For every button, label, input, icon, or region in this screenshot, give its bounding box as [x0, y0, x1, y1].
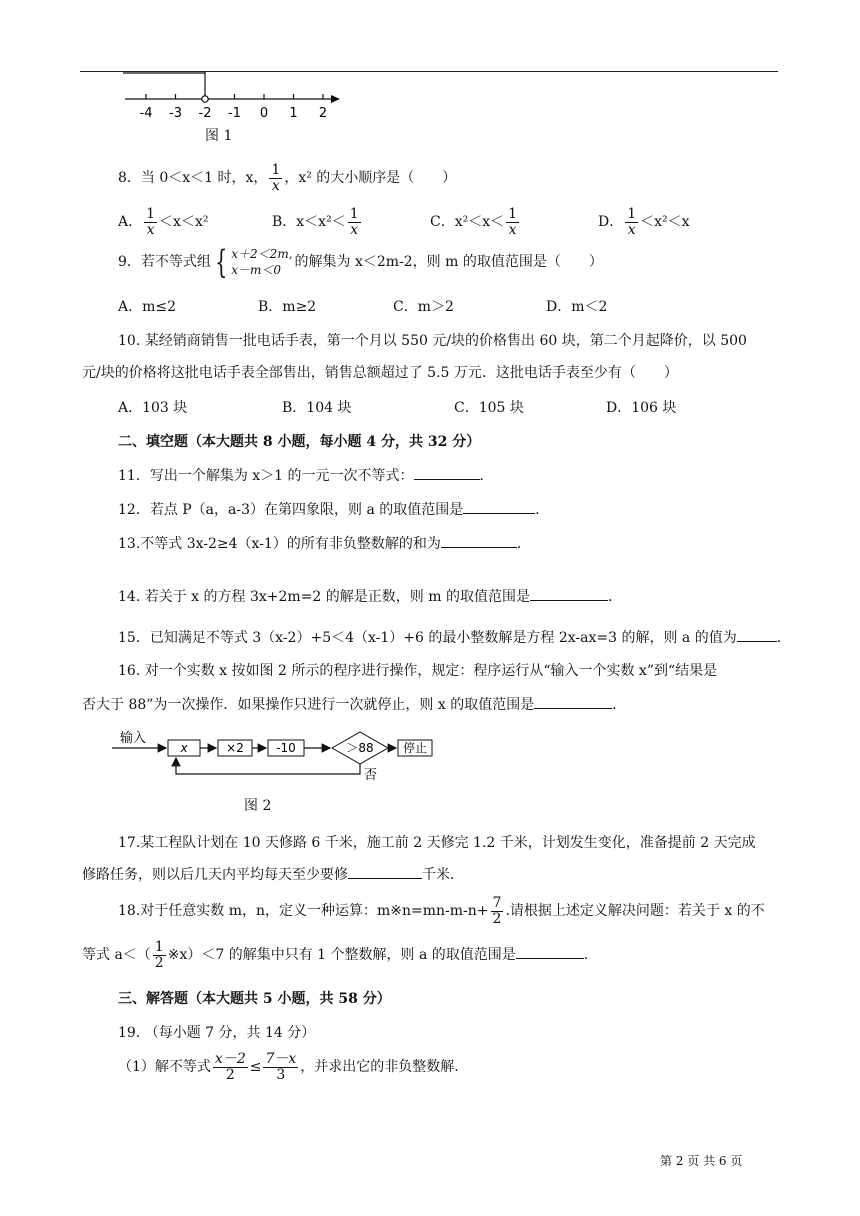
page-footer: 第 2 页 共 6 页 [660, 1154, 743, 1168]
q9-option-b: B．m≥2 [258, 299, 317, 315]
q8-option-a: A． $\frac{1}{x}$ ＜x＜x² [118, 206, 209, 238]
svg-text:x: x [180, 741, 188, 755]
tick-label: -3 [169, 106, 182, 121]
q8-option-d: D． $\frac{1}{x}$ ＜x²＜x [598, 206, 690, 238]
question-18-line2: 等式 a＜（ $\frac{1}{2}$ ※x）＜7 的解集中只有 1 个整数解，则 a 的取值范围是 ． [82, 939, 598, 971]
question-19-part1: （1）解不等式 $\frac{x-2}{2}$ ≤ $\frac{7-x}{3}$ ，并求出它的非负整数解. [118, 1051, 459, 1083]
svg-text:＞88: ＞88 [346, 741, 374, 755]
q9-option-d: D．m＜2 [546, 299, 608, 315]
question-11: 11．写出一个解集为 x＞1 的一元一次不等式： ． [118, 465, 494, 485]
tick-label: -1 [228, 106, 241, 121]
svg-text:×2: ×2 [226, 741, 244, 755]
flow-no-label: 否 [364, 768, 378, 782]
q8-option-b: B．x＜x²＜ $\frac{1}{x}$ [272, 206, 359, 238]
question-10-line1: 10. 某经销商销售一批电话手表，第一个月以 550 元/块的价格售出 60 块，第二个月起降价，以 500 [118, 333, 747, 349]
question-15: 15．已知满足不等式 3（x-2）+5＜4（x-1）+6 的最小整数解是方程 2x-ax=3 的解，则 a 的值为 ． [118, 627, 791, 647]
question-10-line2: 元/块的价格将这批电话手表全部售出，销售总额超过了 5.5 万元．这批电话手表至少有（ ） [82, 365, 678, 381]
q10-option-b: B．104 块 [282, 400, 352, 416]
q10-option-c: C．105 块 [454, 400, 524, 416]
tick-label: 0 [259, 106, 269, 121]
number-line-figure [120, 72, 350, 124]
question-9: 9．若不等式组 { x＋2＜2m, x－m＜0 的解集为 x＜2m-2，则 m 的取值范围是（ ） [118, 243, 603, 282]
question-17-line2: 修路任务，则以后几天内平均每天至少要修 千米． [82, 864, 464, 884]
figure1-caption: 图 1 [205, 128, 233, 144]
flowchart-figure [108, 726, 438, 782]
question-19-head: 19. （每小题 7 分，共 14 分） [118, 1025, 316, 1041]
q10-option-a: A．103 块 [118, 400, 188, 416]
tick-label: 1 [289, 106, 298, 121]
question-13: 13.不等式 3x-2≥4（x-1）的所有非负整数解的和为 ． [118, 533, 531, 553]
q10-option-d: D．106 块 [606, 400, 677, 416]
question-8: 8．当 0＜x＜1 时，x， $\frac{1}{x}$ ，x² 的大小顺序是（ ） [118, 162, 457, 194]
q8-option-c: C．x²＜x＜ $\frac{1}{x}$ [430, 206, 518, 238]
section-3-heading: 三、解答题（本大题共 5 小题，共 58 分） [118, 991, 391, 1007]
open-circle-marker [202, 96, 208, 102]
q9-option-c: C．m＞2 [393, 299, 454, 315]
tick-label: -2 [198, 106, 212, 121]
svg-text:-10: -10 [276, 741, 296, 755]
q9-option-a: A．m≤2 [118, 299, 177, 315]
section-2-heading: 二、填空题（本大题共 8 小题，每小题 4 分，共 32 分） [118, 434, 481, 450]
figure2-caption: 图 2 [244, 798, 272, 814]
tick-label: 2 [318, 106, 328, 121]
question-12: 12．若点 P（a，a-3）在第四象限，则 a 的取值范围是 ． [118, 499, 549, 519]
question-18-line1: 18.对于任意实数 m，n，定义一种运算：m※n=mn-m-n+ $\frac{7}{2}$ .请根据上述定义解决问题：若关于 x 的不 [118, 895, 765, 927]
tick-label: -4 [139, 106, 153, 121]
question-14: 14. 若关于 x 的方程 3x+2m=2 的解是正数，则 m 的取值范围是 ． [118, 586, 622, 606]
question-17-line1: 17.某工程队计划在 10 天修路 6 千米，施工前 2 天修完 1.2 千米，计划发生变化，准备提前 2 天完成 [118, 835, 756, 851]
question-16-line2: 否大于 88”为一次操作．如果操作只进行一次就停止，则 x 的取值范围是 ． [82, 694, 626, 714]
flow-input-label: 输入 [120, 731, 147, 746]
svg-text:停止: 停止 [402, 741, 428, 755]
question-16-line1: 16. 对一个实数 x 按如图 2 所示的程序进行操作，规定：程序运行从“输入一个实数 x”到“结果是 [118, 663, 718, 679]
